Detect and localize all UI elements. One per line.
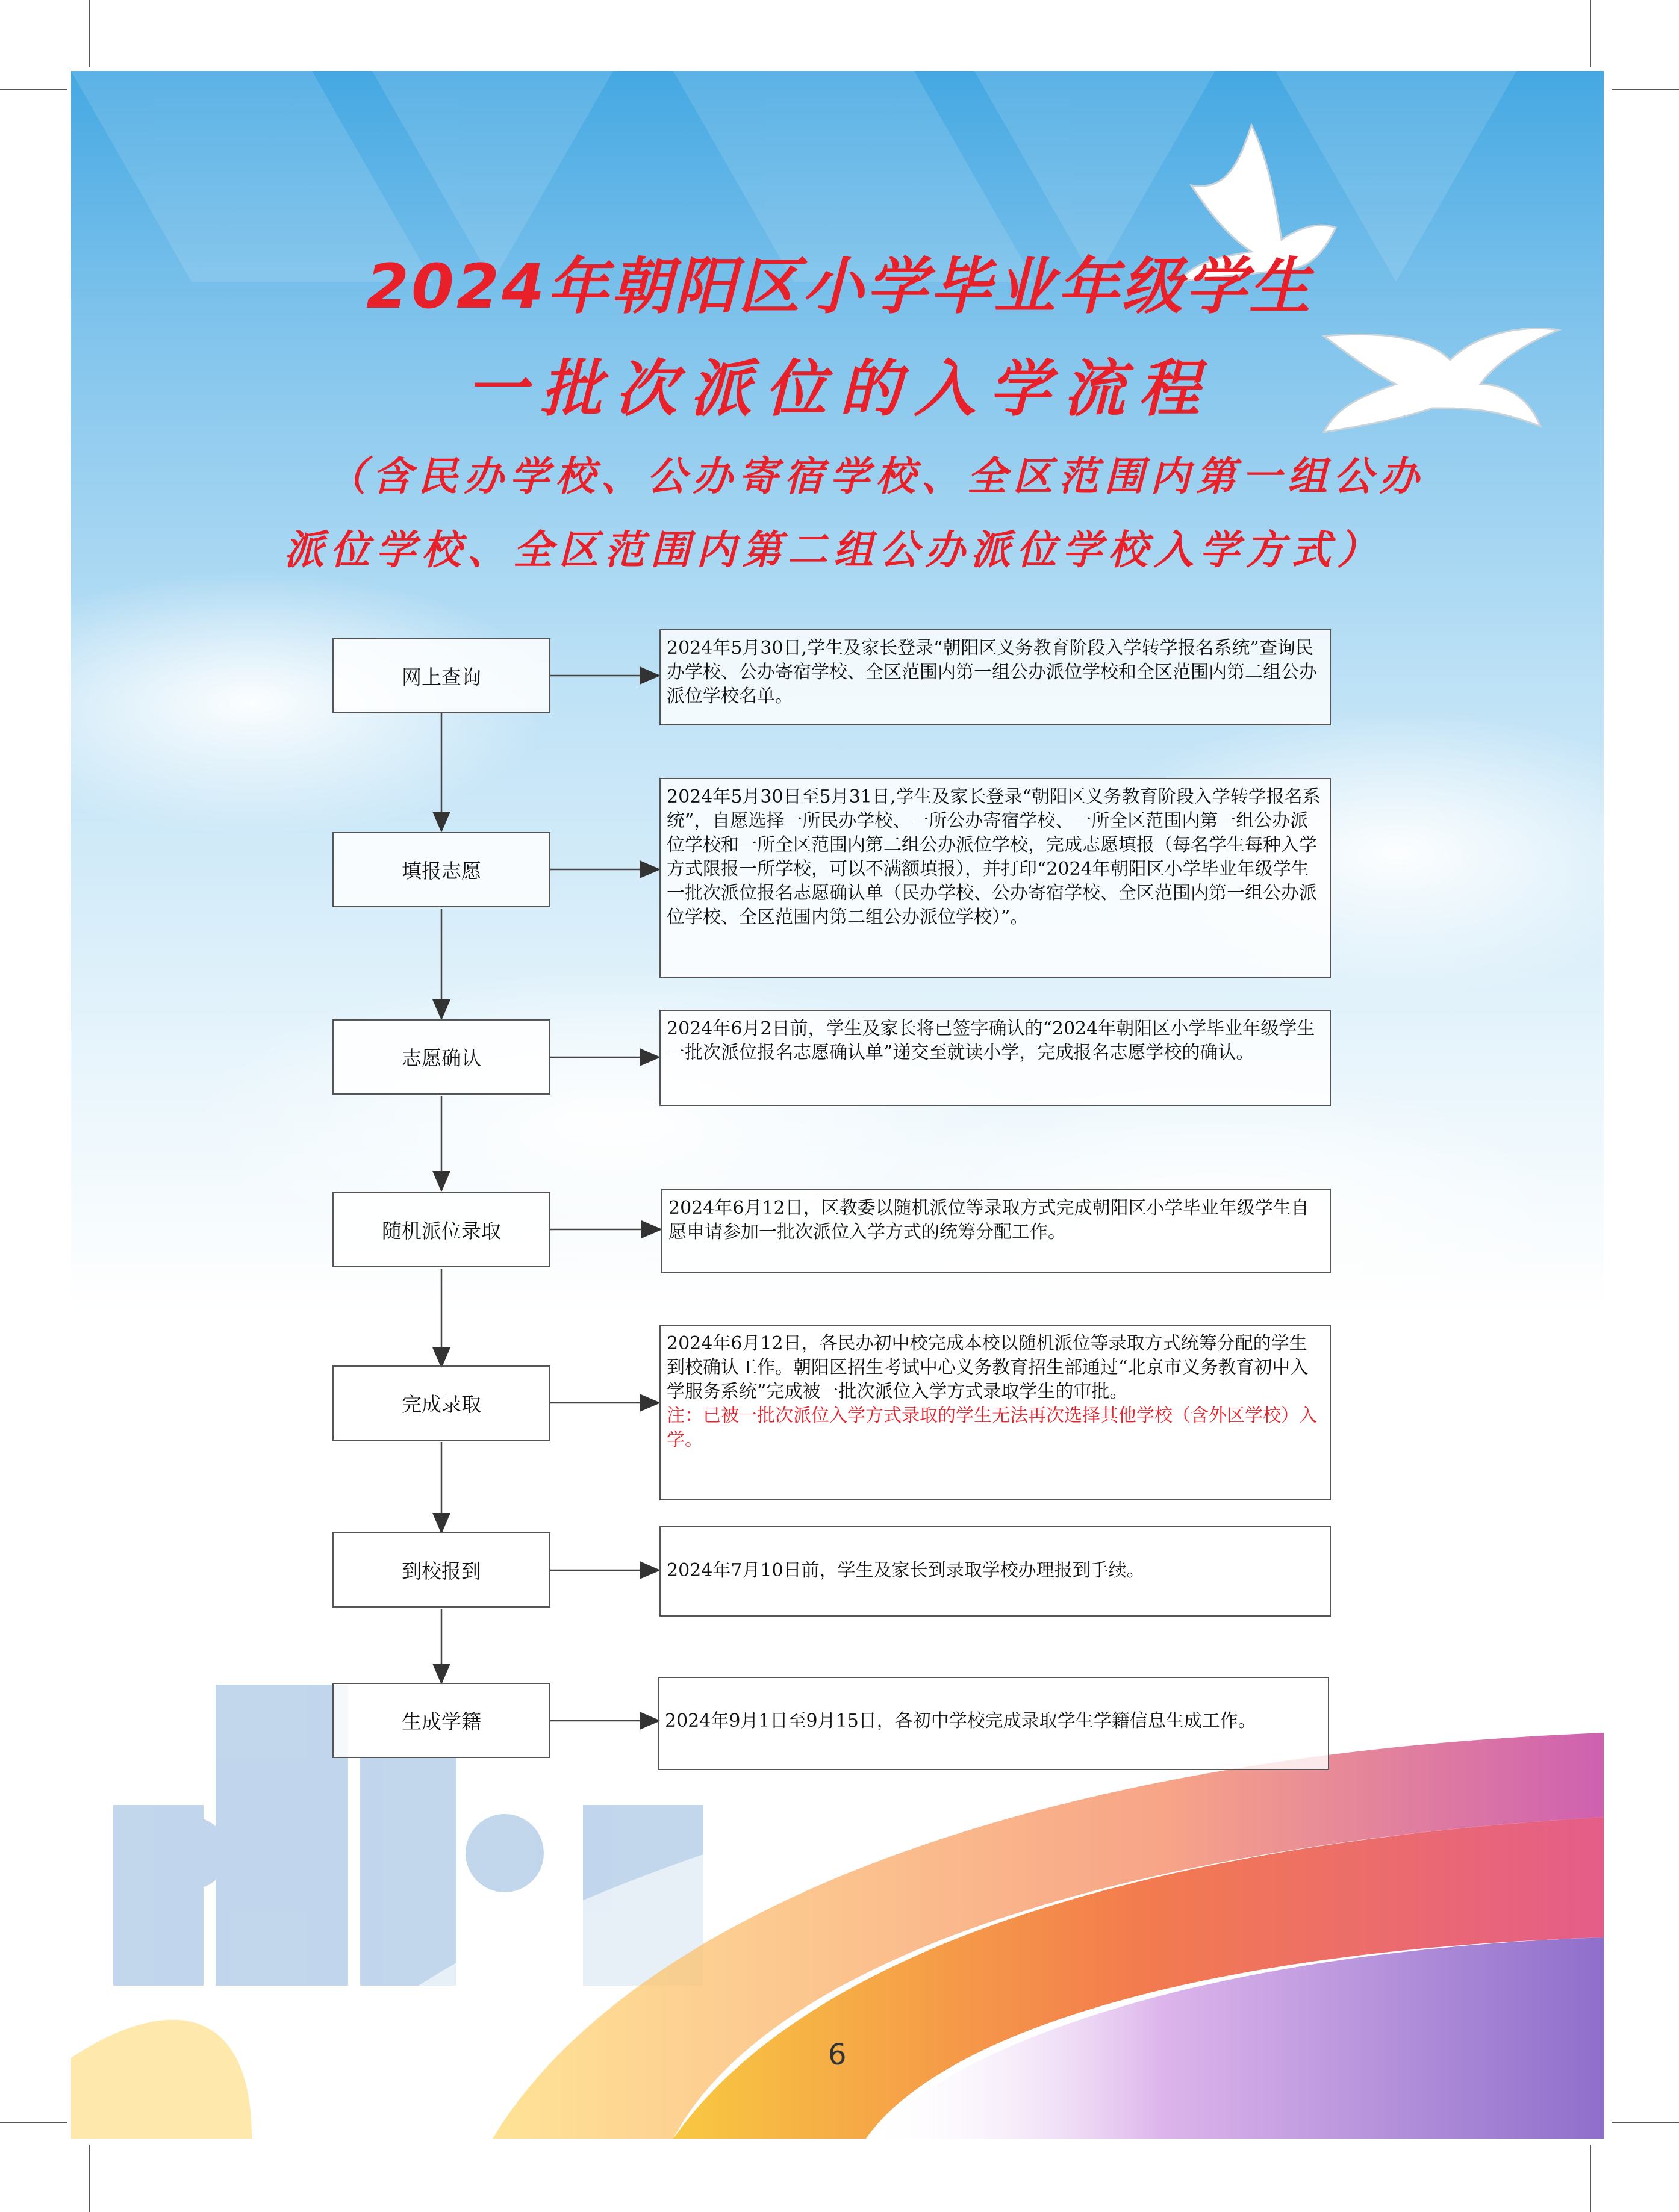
- desc-text: 2024年7月10日前，学生及家长到录取学校办理报到手续。: [667, 1560, 1145, 1581]
- step-desc-confirm-preferences: [659, 1010, 1331, 1106]
- crop-mark: [89, 2145, 90, 2212]
- subtitle-line1: （含民办学校、公办寄宿学校、全区范围内第一组公办: [326, 453, 1425, 500]
- crop-mark: [1612, 2122, 1679, 2123]
- step-desc-random-allocation: [661, 1189, 1331, 1273]
- desc-text: 2024年5月30日至5月31日,学生及家长登录“朝阳区义务教育阶段入学转学报名系统”，自愿选择一所民办学校、一所公办寄宿学校、一所全区范围内第一组公办派位学校和一所全区范围内第二组公办派位学校，完成志愿填报（每名学生每种入学方式限报一所学校，可以不满额填报），并打印“2024年朝阳区小学毕业年级学生一批次派位报名志愿确认单（民办学校、公办寄宿学校、全区范围内第一组公办派位学校、全区范围内第二组公办派位学校）”。: [667, 786, 1321, 928]
- crop-mark: [1590, 0, 1591, 67]
- crop-mark: [89, 0, 90, 67]
- admission-note: 注：已被一批次派位入学方式录取的学生无法再次选择其他学校（含外区学校）入学。: [667, 1405, 1317, 1450]
- step-confirm-preferences: 志愿确认: [332, 1019, 550, 1095]
- step-desc-report-to-school: [659, 1526, 1331, 1617]
- crop-mark: [0, 2122, 67, 2123]
- desc-text: 2024年5月30日,学生及家长登录“朝阳区义务教育阶段入学转学报名系统”查询民办学校、公办寄宿学校、全区范围内第一组公办派位学校和全区范围内第二组公办派位学校名单。: [667, 638, 1317, 707]
- page-number: 6: [828, 2038, 847, 2072]
- step-desc-generate-record: [658, 1677, 1329, 1770]
- desc-text: 2024年6月12日，各民办初中校完成本校以随机派位等录取方式统筹分配的学生到校确认工作。朝阳区招生考试中心义务教育招生部通过“北京市义务教育初中入学服务系统”完成被一批次派位入学方式录取学生的审批。: [667, 1333, 1309, 1402]
- desc-text: 2024年9月1日至9月15日，各初中学校完成录取学生学籍信息生成工作。: [665, 1710, 1256, 1732]
- step-random-allocation: 随机派位录取: [332, 1192, 550, 1267]
- page-title-line2: 一批次派位的入学流程: [466, 353, 1213, 425]
- crop-mark: [1612, 89, 1679, 90]
- desc-text: 2024年6月2日前，学生及家长将已签字确认的“2024年朝阳区小学毕业年级学生一批次派位报名志愿确认单”递交至就读小学，完成报名志愿学校的确认。: [667, 1018, 1315, 1063]
- crop-mark: [0, 89, 67, 90]
- crop-mark: [1590, 2145, 1591, 2212]
- step-generate-record: 生成学籍: [332, 1683, 550, 1758]
- step-online-query: 网上查询: [332, 638, 550, 713]
- step-fill-preferences: 填报志愿: [332, 832, 550, 907]
- subtitle-line2: 派位学校、全区范围内第二组公办派位学校入学方式）: [284, 527, 1383, 573]
- step-desc-online-query: [659, 629, 1331, 725]
- step-report-to-school: 到校报到: [332, 1532, 550, 1608]
- page-title-line1: 2024年朝阳区小学毕业年级学生: [366, 251, 1313, 323]
- step-desc-complete-admission: [659, 1325, 1331, 1500]
- desc-text: 2024年6月12日，区教委以随机派位等录取方式完成朝阳区小学毕业年级学生自愿申请参加一批次派位入学方式的统筹分配工作。: [668, 1198, 1309, 1243]
- step-desc-fill-preferences: [659, 778, 1331, 978]
- step-complete-admission: 完成录取: [332, 1365, 550, 1441]
